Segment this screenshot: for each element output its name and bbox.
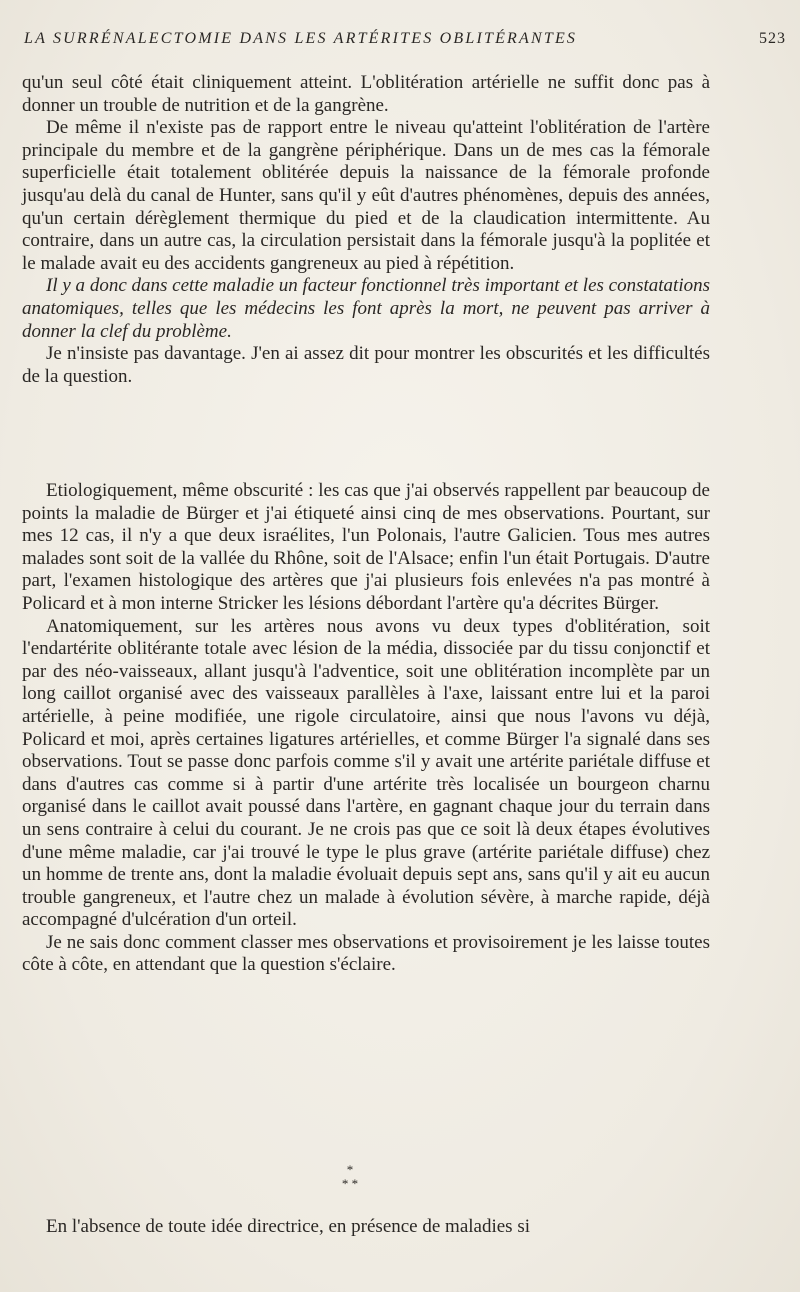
page-number: 523	[759, 30, 786, 47]
asterism-bottom: * *	[341, 1176, 359, 1191]
asterism-separator	[330, 1163, 370, 1191]
paragraph: Je n'insiste pas davantage. J'en ai assez dit pour montrer les obscurités et les difficultés de la question.	[22, 343, 710, 387]
italic-paragraph: Il y a donc dans cette maladie un facteur fonctionnel très important et les constatations anatomiques, telles que les médecins les font après la mort, ne peuvent pas arriver à donner la clef du problème.	[22, 275, 710, 342]
text-block-3	[22, 1216, 710, 1239]
text-block-1	[22, 72, 710, 388]
paragraph: En l'absence de toute idée directrice, en présence de maladies si	[46, 1216, 530, 1237]
running-head-title: LA SURRÉNALECTOMIE DANS LES ARTÉRITES OBLITÉRANTES	[24, 30, 578, 47]
paragraph: Je ne sais donc comment classer mes observations et provisoirement je les laisse toutes côte à côte, en attendant que la question s'éclaire.	[22, 931, 710, 976]
asterism-top: *	[346, 1162, 354, 1177]
paragraph: Anatomiquement, sur les artères nous avons vu deux types d'oblitération, soit l'endartérite oblitérante totale avec lésion de la média, dissociée par du tissu conjonctif et par des néo-vaisseaux, allant jusqu'à l'adventice, soit une oblitération incomplète par un long caillot organisé avec des vaisseaux parallèles à l'axe, laissant entre lui et la paroi artérielle, à peine modifiée, une rigole circulatoire, ainsi que nous l'avons vu déjà, Policard et moi, après certaines ligatures artérielles, et comme Bürger l'a signalé dans ses observations. Tout se passe donc parfois comme s'il y avait une artérite pariétale diffuse et dans d'autres cas comme si à partir d'une artérite très localisée un bourgeon charnu organisé dans le caillot avait poussé dans l'artère, en gagnant chaque jour du terrain dans un sens contraire à celui du courant. Je ne crois pas que ce soit là deux étapes évolutives d'une même maladie, car j'ai trouvé le type le plus grave (artérite pariétale diffuse) chez un homme de trente ans, dont la maladie évoluait depuis sept ans, sans qu'il y ait eu aucun trouble gangreneux, et l'autre chez un malade à évolution sévère, à marche rapide, déjà accompagné d'ulcération d'un orteil.	[22, 615, 710, 931]
paragraph: De même il n'existe pas de rapport entre le niveau qu'atteint l'oblitération de l'artère principale du membre et de la gangrène périphérique. Dans un de mes cas la fémorale superficielle était totalement oblitérée depuis la naissance de la fémorale profonde jusqu'au delà du canal de Hunter, sans qu'il y eût d'autres phénomènes, depuis des années, qu'un certain dérèglement thermique du pied et de la claudication intermittente. Au contraire, dans un autre cas, la circulation persistait dans la fémorale jusqu'à la poplitée et le malade avait eu des accidents gangreneux au pied à répétition.	[22, 117, 710, 274]
paragraph: Etiologiquement, même obscurité : les cas que j'ai observés rappellent par beaucoup de points la maladie de Bürger et j'ai étiqueté ainsi cinq de mes observations. Pourtant, sur mes 12 cas, il n'y a que deux israélites, l'un Polonais, l'autre Galicien. Tous mes autres malades sont soit de la vallée du Rhône, soit de l'Alsace; enfin l'un était Portugais. D'autre part, l'examen histologique des artères que j'ai plusieurs fois enlevées n'a pas montré à Policard et à mon interne Stricker les lésions débordant l'artère qu'a décrites Bürger.	[22, 480, 710, 614]
text-block-2	[22, 480, 710, 977]
running-head	[24, 30, 786, 52]
paragraph: qu'un seul côté était cliniquement atteint. L'oblitération artérielle ne suffit donc pas à donner un trouble de nutrition et de la gangrène.	[22, 72, 710, 116]
